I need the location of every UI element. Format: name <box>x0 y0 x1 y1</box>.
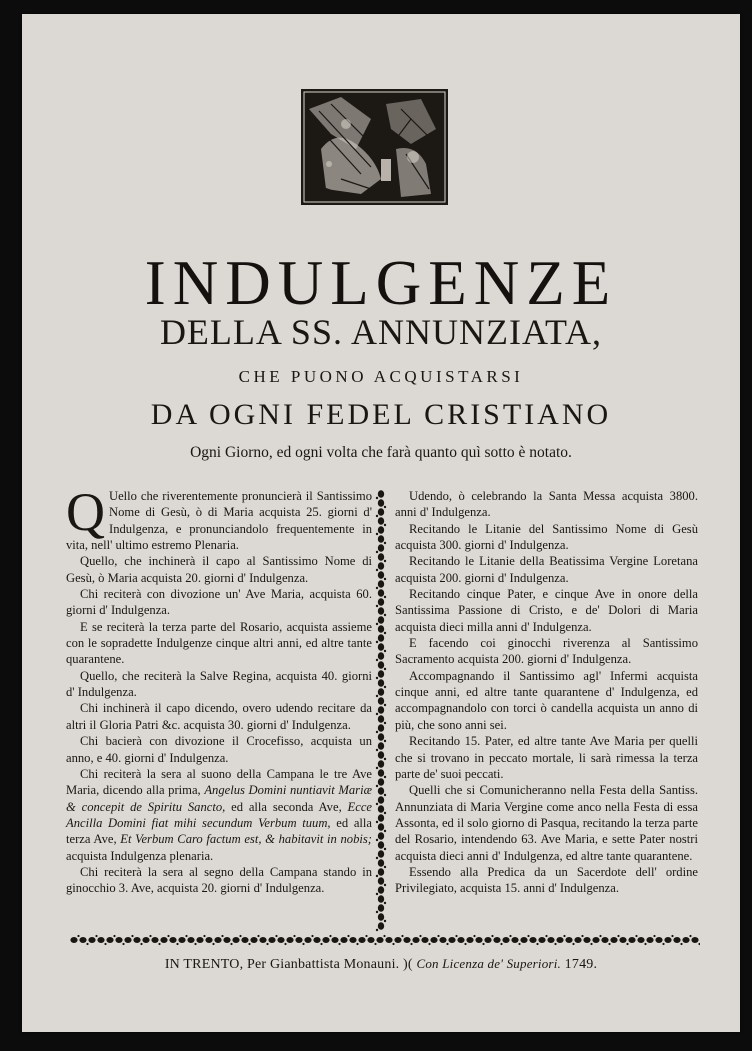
left-paragraph-3: Chi reciterà con divozione un' Ave Maria, acquista 60. giorni d' Indulgenza. <box>66 587 372 618</box>
right-paragraph-6: Accompagnando il Santissimo agl' Infermi acquista cinque anni, ed altre tante quarantene d' Indulgenza, ed accompagnandolo con torci ò candella acquista un anno di più, che sono anni sei. <box>395 668 698 732</box>
left-paragraph-4: E se reciterà la terza parte del Rosario, acquista assieme con le sopradette Indulgenze cinque altri anni, ed altre tante quarantene. <box>66 619 372 667</box>
title-indulgenze: INDULGENZE <box>144 248 618 318</box>
left-paragraph-6: Chi inchinerà il capo dicendo, overo udendo recitare da altri il Gloria Patri &c. acquista 30. giorni d' Indulgenza. <box>66 701 372 732</box>
right-paragraph-5: E facendo coi ginocchi riverenza al Santissimo Sacramento acquista 200. giorni d' Indulgenza. <box>395 636 698 667</box>
heading-line-ogni-giorno: Ogni Giorno, ed ogni volta che farà quanto quì sotto è notato. <box>190 444 572 461</box>
right-paragraph-2: Recitando le Litanie del Santissimo Nome di Gesù acquista 300. giorni d' Indulgenza. <box>395 521 698 553</box>
left-paragraph-1: Q Uello che riverentemente pronuncierà il Santissimo Nome di Gesù, ò di Maria acquista 25. giorni d' Indulgenza, e pronunciandolo frequentemente in vita, nell' ultimo estremo Plenaria. <box>66 482 372 553</box>
broadside-sheet <box>22 14 740 1032</box>
column-divider-ornament <box>374 490 388 932</box>
drop-cap: Q <box>66 482 105 542</box>
left-paragraph-2: Quello, che inchinerà il capo al Santissimo Nome di Gesù, ò Maria acquista 20. giorni d' Indulgenza. <box>66 554 372 585</box>
right-column <box>395 488 698 897</box>
bottom-ornament-rule <box>70 934 700 946</box>
right-paragraph-3: Recitando le Litanie della Beatissima Vergine Loretana acquista 200. giorni d' Indulgenza. <box>395 554 698 585</box>
left-paragraph-9: Chi reciterà la sera al segno della Campana stando in ginocchio 3. Ave, acquista 20. giorni d' Indulgenza. <box>66 864 372 896</box>
left-paragraph-7: Chi bacierà con divozione il Crocefisso, acquista un anno, e 40. giorni d' Indulgenza. <box>66 734 372 765</box>
right-paragraph-7: Recitando 15. Pater, ed altre tante Ave Maria per quelli che si trovano in peccato mortale, li sarà rimessa la terza parte de' suoi peccati. <box>395 734 698 781</box>
left-paragraph-5: Quello, che reciterà la Salve Regina, acquista 40. giorni d' Indulgenza. <box>66 668 372 700</box>
right-paragraph-8: Quelli che si Comunicheranno nella Festa della Santiss. Annunziata di Maria Vergine come anco nella Festa di essa Assonta, ed il solo giorno di Pasqua, recitando la terza parte del Rosario, intendendo 63. Ave Maria, e sette Pater nostri acquista dieci anni d' Indulgenza, ed altre tante quarantene. <box>395 783 698 863</box>
right-paragraph-9: Essendo alla Predica da un Sacerdote dell' ordine Privilegiato, acquista 15. anni d' Indulgenza. <box>395 864 698 896</box>
left-paragraph-8: Chi reciterà la sera al suono della Campana le tre Ave Maria, dicendo alla prima, Angelus Domini nuntiavit Mariæ & concepit de Spiritu Sancto, ed alla seconda Ave, Ecce Ancilla Domini fiat mihi secundum Verbum tuum, ed alla terza Ave, Et Verbum Caro factum est, & habitavit in nobis; acquista Indulgenza plenaria. <box>66 766 372 863</box>
heading-line-che-puono: CHE PUONO ACQUISTARSI <box>238 367 524 386</box>
right-paragraph-1: Udendo, ò celebrando la Santa Messa acquista 3800. anni d' Indulgenza. <box>395 489 698 520</box>
heading-line-fedel-cristiano: DA OGNI FEDEL CRISTIANO <box>150 398 612 431</box>
imprint-line: IN TRENTO, Per Gianbattista Monauni. )( Con Licenza de' Superiori. 1749. <box>164 956 598 972</box>
left-column <box>66 482 372 897</box>
right-paragraph-4: Recitando cinque Pater, e cinque Ave in onore della Santissima Passione di Cristo, e de' Dolori di Maria acquista dieci milla anni d' Indulgenza. <box>395 587 698 634</box>
subtitle-annunziata: DELLA SS. ANNUNZIATA, <box>159 312 603 352</box>
annunciation-woodcut-image <box>301 89 448 205</box>
